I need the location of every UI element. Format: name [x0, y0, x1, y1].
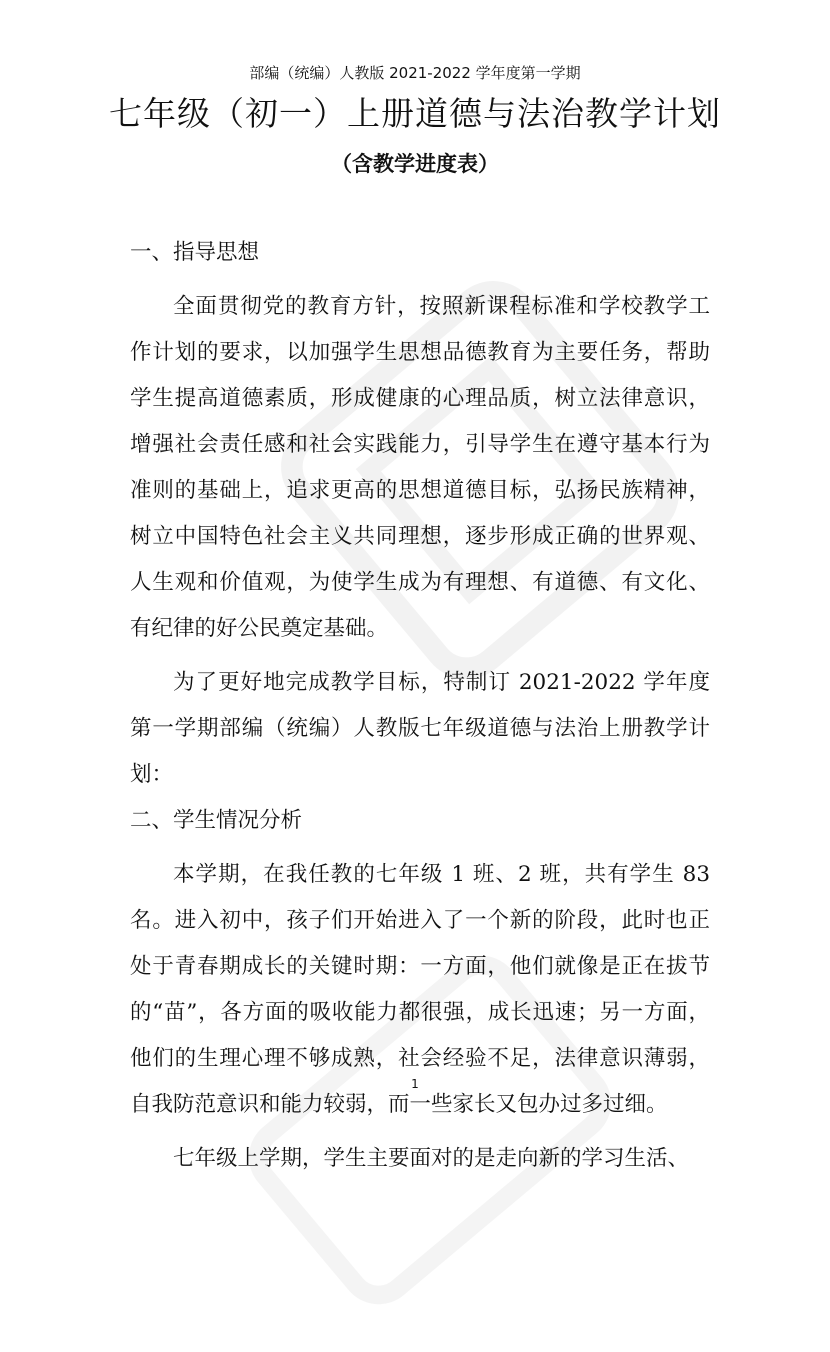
- paragraph-guiding-2: 为了更好地完成教学目标，特制订 2021-2022 学年度第一学期部编（统编）人教版七年级道德与法治上册教学计划：: [130, 670, 710, 787]
- section-heading-guiding: 一、指导思想: [130, 240, 260, 265]
- document-body: [130, 230, 710, 1182]
- page-number: 1: [411, 1077, 419, 1091]
- page-title: 七年级（初一）上册道德与法治教学计划: [109, 94, 721, 133]
- page-subtitle: （含教学进度表）: [331, 152, 499, 176]
- paragraph-students-1: 本学期，在我任教的七年级 1 班、2 班，共有学生 83 名。进入初中，孩子们开始进入了一个新的阶段，此时也正处于青春期成长的关键时期：一方面，他们就像是正在拔节的“苗”，各方面的吸收能力都很强，成长迅速；另一方面，他们的生理心理不够成熟，社会经验不足，法律意识薄弱，自我防范意识和能力较弱，而一些家长又包办过多过细。: [130, 862, 710, 1117]
- section-heading-students: 二、学生情况分析: [130, 808, 303, 833]
- edition-line: 部编（统编）人教版 2021-2022 学年度第一学期: [249, 64, 581, 82]
- paragraph-students-2: 七年级上学期，学生主要面对的是走向新的学习生活、: [173, 1146, 690, 1171]
- paragraph-guiding-1: 全面贯彻党的教育方针，按照新课程标准和学校教学工作计划的要求，以加强学生思想品德教育为主要任务，帮助学生提高道德素质，形成健康的心理品质，树立法律意识，增强社会责任感和社会实践能力，引导学生在遵守基本行为准则的基础上，追求更高的思想道德目标，弘扬民族精神，树立中国特色社会主义共同理想，逐步形成正确的世界观、人生观和价值观，为使学生成为有理想、有道德、有文化、有纪律的好公民奠定基础。: [130, 294, 710, 641]
